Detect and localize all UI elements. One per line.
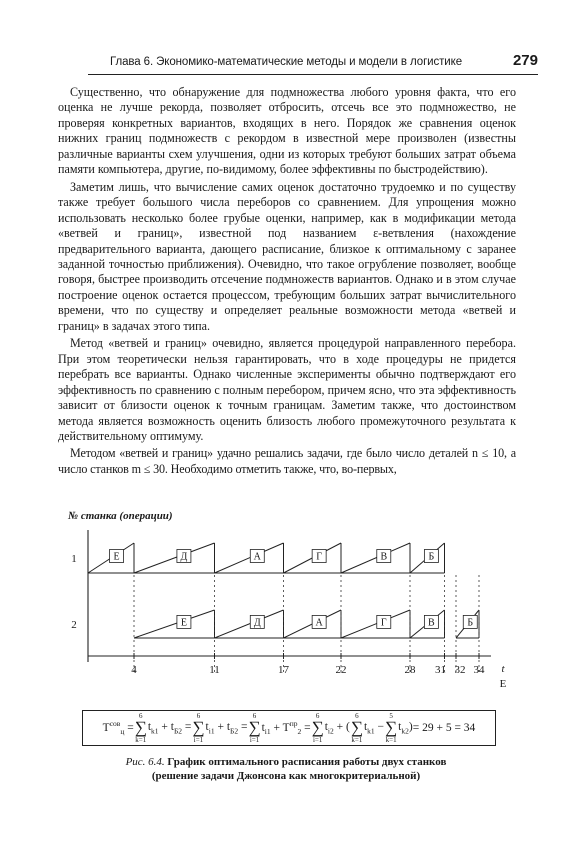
gantt-chart	[60, 528, 510, 698]
page-number: 279	[512, 52, 538, 69]
task-label: Г	[380, 617, 387, 629]
task-ramp	[341, 610, 410, 638]
x-tick-label: 4	[131, 664, 137, 676]
caption-line1: График оптимального расписания работы двух станков	[164, 756, 447, 768]
task-label: Д	[253, 617, 261, 629]
page-header	[88, 52, 538, 75]
paragraph: Метод «ветвей и границ» очевидно, является процедурой направленного перебора. При этом теоретически нельзя гарантировать, что в ходе процедуры не придется перебрать все варианты. Однако численные эксперименты обычно подтверждают его эффективность по сравнению с полным перебором, причем ясно, что эта эффективность зависит от близости оценок к точным границам. Заметим также, что достоинством метода является возможность оценить близость любого промежуточного результата к действительному оптимуму.	[58, 336, 516, 443]
task-label: В	[428, 617, 435, 629]
x-axis-label: t	[501, 663, 505, 675]
task-ramp	[215, 543, 284, 573]
task-ramp	[341, 543, 410, 573]
task-label: Б	[467, 617, 474, 629]
x-tick-label: 22	[335, 664, 347, 676]
paragraph: Заметим лишь, что вычисление самих оценок достаточно трудоемко и по существу также требует большого числа переборов со сравнением. Для упрощения можно использовать несколько более грубые оценки, например, как в модификации метода «ветвей и границ», известной под названием ε-ветвления (нахождение предварительного варианта, дающего расписание, близкое к оптимальному с заранее заданной точностью приближения). Очевидно, что такое огрубление позволяет, вообще говоря, быстрее производить отсечение подмножеств вариантов. Однако и в этом случае построение оценок остается процессом, требующим больших затрат вычислительного времени, что по существу и определяет реальные возможности метода «ветвей и границ» в задачах этого типа.	[58, 179, 516, 333]
task-label: Е	[113, 551, 120, 563]
caption-line2: (решение задачи Джонсона как многокритериальной)	[151, 770, 421, 782]
task-label: Г	[316, 551, 323, 563]
task-label: А	[315, 617, 323, 629]
row-label: 2	[71, 619, 77, 631]
x-tick-label: 31	[435, 664, 446, 676]
paragraph: Существенно, что обнаружение для подмножества любого уровня факта, что его оценка не лучше рекорда, позволяет отбросить, отсечь все это подмножество, не проверяя конкретных вариантов, входящих в него. Порядок же сравнения оценок нижних границ подмножеств с рекордом в известной мере произволен (известны различные варианты схем улучшения, одни из которых требуют больших затрат объема памяти компьютера, другие, по-видимому, более эффективны по быстродействию).	[58, 85, 516, 177]
x-tick-label: 17	[278, 664, 289, 676]
formula-result: = 29 + 5 = 34	[412, 722, 476, 734]
row-label: 1	[71, 553, 77, 565]
chart-ylabel: № станка (операции)	[68, 510, 173, 522]
x-tick-label: 32	[454, 664, 466, 676]
chapter-title: Глава 6. Экономико-математические методы и модели в логистике	[110, 56, 462, 68]
paragraph: Методом «ветвей и границ» удачно решались задачи, где было число деталей n ≤ 10, а число станков m ≤ 30. Необходимо отметить также, что, во-первых,	[58, 446, 516, 476]
task-label: Е	[180, 617, 187, 629]
caption-number: Рис. 6.4.	[125, 756, 165, 768]
figure-caption	[96, 755, 476, 783]
task-label: Д	[180, 551, 188, 563]
x-tick-label: 11	[209, 664, 220, 676]
formula-box: $T^{сов}_ц$ = 6 ∑ k=1 $t_{k1} + t_{Б2}$ = 6 ∑ i=1 $t_{i1} + t_{Б2}$ = 6 ∑ i=1 $t_{i1} + T^{пр}_2$ = 6 ∑ i=1 $t_{i2}$ + ( 6 ∑ k=1 $t_{k1}$ − 5 ∑ k=1 $t_{k2}$) = 29 + 5 = 34	[82, 710, 496, 746]
task-ramp	[134, 610, 215, 638]
task-label: А	[253, 551, 261, 563]
body-text	[58, 85, 516, 479]
x-tick-label: 34	[473, 664, 485, 676]
x-tick-label: 28	[404, 664, 416, 676]
x-axis-unit: Е	[499, 678, 507, 690]
task-label: В	[380, 551, 388, 563]
task-label: Б	[428, 551, 435, 563]
task-ramp	[215, 610, 284, 638]
task-ramp	[134, 543, 215, 573]
